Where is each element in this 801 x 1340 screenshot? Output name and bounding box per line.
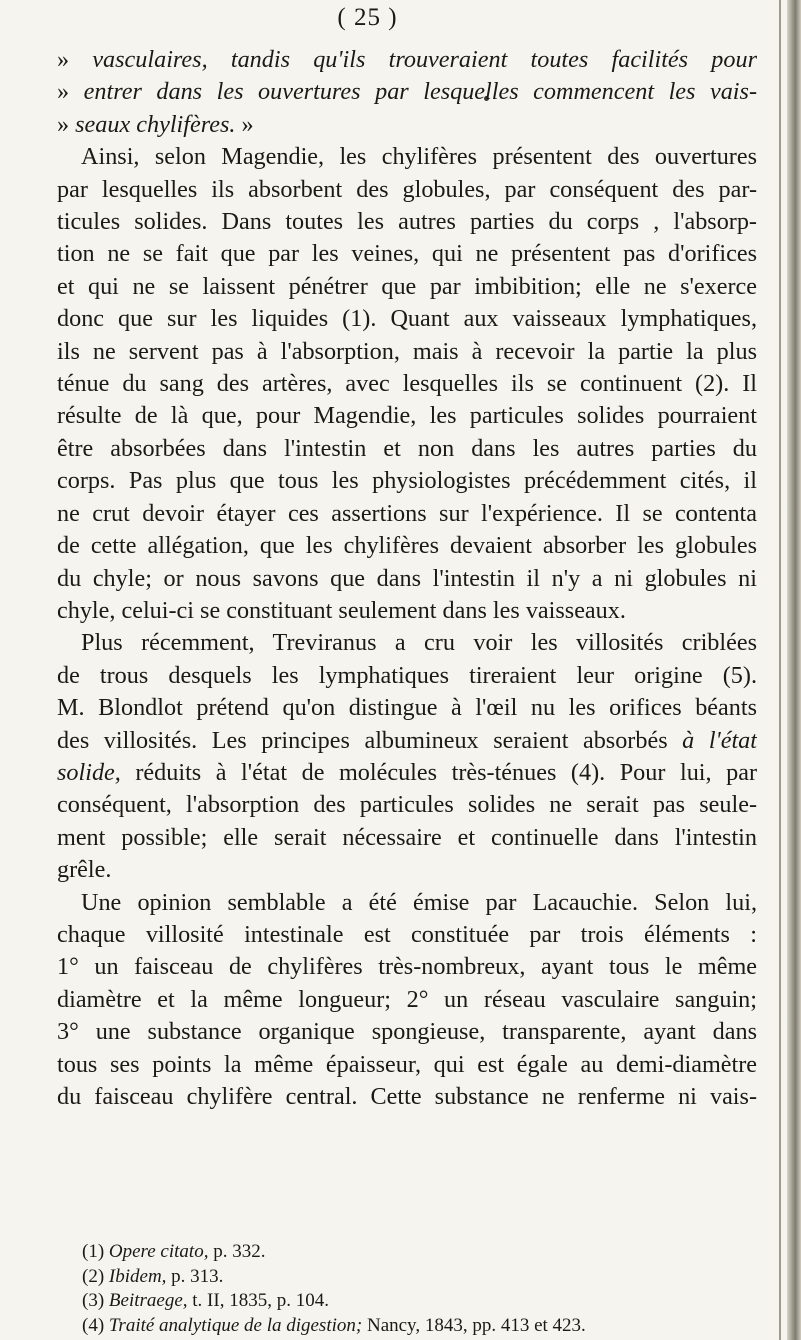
text-line [57,433,757,465]
text-run: ticules solides. Dans toutes les autres parties du corps , l'absorp- [57,208,757,236]
text-run: 1° un faisceau de chylifères très-nombreux, ayant tous le même [57,953,757,981]
text-line [57,238,757,270]
text-run: et qui ne se laissent pénétrer que par imbibition; elle ne s'exerce [57,272,757,300]
footnotes [82,1240,742,1339]
text-run: ténue du sang des artères, avec lesquelles ils se continuent (2). Il [57,370,757,398]
text-line [57,303,757,335]
text-line [57,919,757,951]
text-run: corps. Pas plus que tous les physiologistes précédemment cités, il [57,467,757,495]
text-run: » [57,46,93,73]
text-run: donc que sur les liquides (1). Quant aux vaisseaux lymphatiques, [57,305,757,333]
text-run: ment possible; elle serait nécessaire et continuelle dans l'intestin [57,823,757,851]
text-run: (2) [82,1265,109,1287]
text-run: p. 313. [166,1265,224,1287]
italic-text: solide, [57,758,121,786]
text-run: de trous desquels les lymphatiques tireraient leur origine (5). [57,661,757,689]
italic-text: seaux chylifères. [75,110,236,138]
text-line [57,109,757,141]
text-run: (1) [82,1241,109,1262]
text-line [57,789,757,821]
text-line [57,854,757,886]
text-line [57,984,757,1016]
text-line [57,206,757,238]
footnote [82,1289,742,1314]
text-line [57,887,757,919]
text-line [57,595,757,627]
text-run: ne crut devoir étayer ces assertions sur l'expérience. Il se contenta [57,499,757,527]
text-line [57,692,757,724]
text-run: résulte de là que, pour Magendie, les particules solides pourraient [57,402,757,430]
text-line [57,563,757,595]
text-run: diamètre et la même longueur; 2° un réseau vasculaire sanguin; [57,985,757,1013]
text-run: être absorbées dans l'intestin et non dans les autres parties du [57,434,757,462]
text-line [57,465,757,497]
text-line [57,1081,757,1113]
text-line [57,44,757,76]
text-run: réduits à l'état de molécules très-ténues (4). Pour lui, par [120,758,757,786]
footnote [82,1265,742,1290]
text-run: 3° une substance organique spongieuse, transparente, ayant dans [57,1018,757,1046]
text-line [57,660,757,692]
text-run: » [235,110,254,138]
text-run: p. 332. [208,1241,266,1262]
text-line [57,271,757,303]
text-run: (3) [82,1290,109,1312]
italic-text: Opere citato, [108,1241,209,1262]
text-run: tous ses points la même épaisseur, qui est égale au demi-diamètre [57,1050,757,1078]
text-line [57,725,757,757]
text-run: des villosités. Les principes albumineux seraient absorbés [57,726,683,754]
text-line [57,400,757,432]
text-run: chaque villosité intestinale est constituée par trois éléments : [57,920,757,948]
text-line [57,76,757,108]
text-run: conséquent, l'absorption des particules solides ne serait pas seule- [57,791,757,819]
text-line [57,141,757,173]
text-run: Une opinion semblable a été émise par Lacauchie. Selon lui, [81,888,757,916]
italic-text: vasculaires, tandis qu'ils trouveraient toutes facilités pour [92,46,757,73]
page-number: ( 25 ) [337,4,398,31]
text-run: » [57,78,84,106]
body-text [57,44,757,1113]
text-line [57,1049,757,1081]
text-run: de cette allégation, que les chylifères devaient absorber les globules [57,532,757,560]
footnote [82,1314,742,1339]
text-line [57,951,757,983]
text-run: » [57,110,76,138]
text-run: par lesquelles ils absorbent des globules, par conséquent des par- [57,175,757,203]
text-run: (4) [82,1315,109,1337]
text-run: Nancy, 1843, pp. 413 et 423. [362,1315,586,1337]
text-run: Ainsi, selon Magendie, les chylifères présentent des ouvertures [81,143,757,171]
italic-text: Traité analytique de la digestion; [108,1315,363,1337]
text-line [57,498,757,530]
text-run: M. Blondlot prétend qu'on distingue à l'œil nu les orifices béants [57,694,757,722]
text-run: ils ne servent pas à l'absorption, mais à recevoir la partie la plus [57,337,757,365]
text-run: tion ne se fait que par les veines, qui ne présentent pas d'orifices [57,240,757,268]
text-line [57,1016,757,1048]
text-line [57,530,757,562]
text-line [57,627,757,659]
book-binding-edge [787,0,801,1340]
text-run: chyle, celui-ci se constituant seulement dans les vaisseaux. [57,596,626,624]
text-line [57,368,757,400]
page-edge-line [779,0,781,1340]
italic-text: à l'état [682,726,757,754]
text-line [57,336,757,368]
text-line [57,174,757,206]
text-run: t. II, 1835, p. 104. [187,1290,329,1312]
text-run: du chyle; or nous savons que dans l'intestin il n'y a ni globules ni [57,564,757,592]
text-run: grêle. [57,856,112,884]
italic-text: entrer dans les ouvertures par lesquelles commencent les vais- [83,78,757,106]
italic-text: Beitraege, [108,1290,188,1312]
italic-text: Ibidem, [108,1265,167,1287]
footnote [82,1240,742,1265]
text-line [57,822,757,854]
text-line [57,757,757,789]
text-run: du faisceau chylifère central. Cette substance ne renferme ni vais- [57,1083,757,1110]
text-run: Plus récemment, Treviranus a cru voir les villosités criblées [81,629,757,657]
